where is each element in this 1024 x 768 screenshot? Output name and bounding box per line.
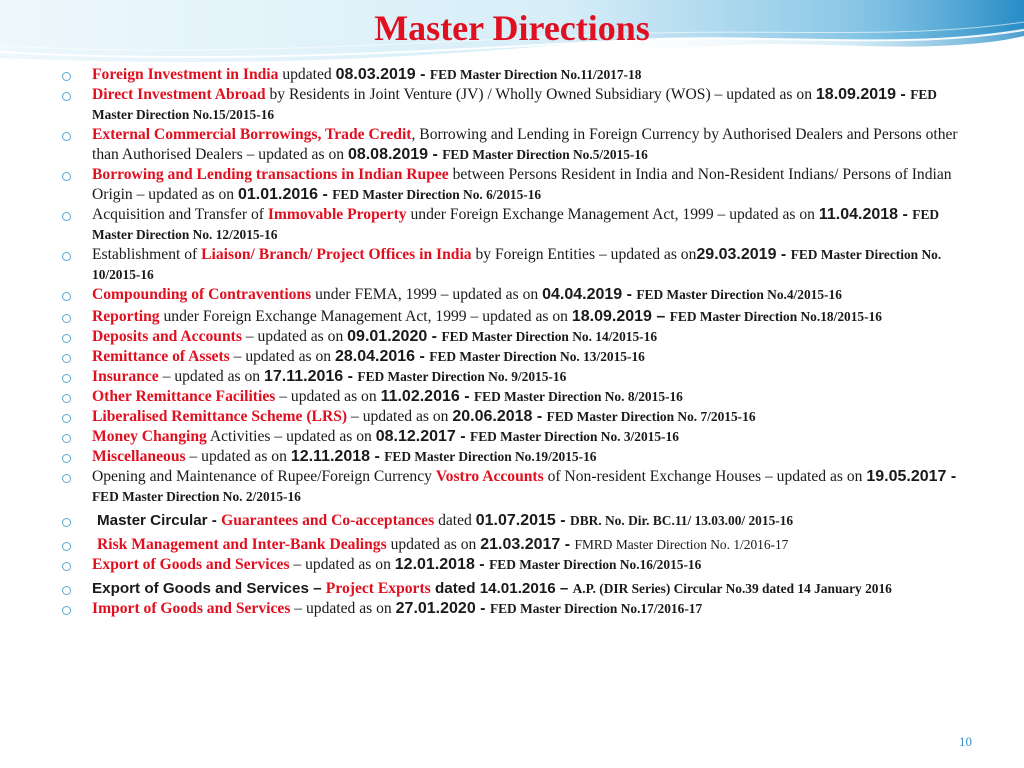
direction-reference: FMRD Master Direction No. 1/2016-17 (574, 537, 789, 552)
bullet-icon (62, 374, 71, 383)
list-item (92, 165, 977, 205)
item-text: by Residents in Joint Venture (JV) / Wholly Owned Subsidiary (WOS) – updated as on (265, 86, 816, 103)
direction-link[interactable]: Import of Goods and Services (92, 600, 291, 617)
item-bold-text: dated 14.01.2016 – (430, 580, 573, 597)
update-date: 12.01.2018 - (394, 556, 490, 573)
item-text: – updated as on (158, 368, 264, 385)
direction-reference: FED Master Direction No.5/2015-16 (442, 147, 648, 162)
direction-link[interactable]: Export of Goods and Services (92, 556, 290, 573)
direction-reference: FED Master Direction No. 10/2015-16 (92, 247, 942, 282)
direction-link[interactable]: Liaison/ Branch/ Project Offices in India (201, 246, 472, 263)
update-date: 11.02.2016 - (380, 388, 474, 405)
item-text: dated (434, 512, 476, 529)
direction-reference: FED Master Direction No.16/2015-16 (489, 557, 702, 572)
direction-reference: FED Master Direction No. 6/2015-16 (332, 187, 542, 202)
update-date: 04.04.2019 - (542, 286, 637, 303)
list-item (92, 511, 977, 531)
bullet-icon (62, 586, 71, 595)
direction-link[interactable]: Immovable Property (267, 206, 407, 223)
bullet-icon (62, 72, 71, 81)
direction-reference: FED Master Direction No.17/2016-17 (489, 601, 703, 616)
direction-link[interactable]: Other Remittance Facilities (92, 388, 276, 405)
bullet-icon (62, 474, 71, 483)
item-text: – updated as on (241, 328, 348, 345)
update-date: 20.06.2018 - (452, 408, 547, 425)
direction-reference: FED Master Direction No.4/2015-16 (636, 287, 842, 302)
bullet-icon (62, 542, 71, 551)
update-date: 08.12.2017 - (375, 428, 471, 445)
bullet-icon (62, 92, 71, 101)
item-text: under Foreign Exchange Management Act, 1999 – updated as on (406, 206, 819, 223)
direction-link[interactable]: Miscellaneous (92, 448, 186, 465)
list-item (92, 535, 977, 555)
item-text: under FEMA, 1999 – updated as on (311, 286, 543, 303)
list-item (92, 285, 977, 305)
bullet-icon (62, 292, 71, 301)
list-item (92, 599, 977, 619)
list-item (92, 367, 977, 387)
item-text: – updated as on (290, 600, 396, 617)
direction-link[interactable]: Foreign Investment in India (92, 66, 279, 83)
page-title: Master Directions (374, 8, 650, 48)
list-item (92, 205, 977, 245)
update-date: 21.03.2017 - (480, 536, 575, 553)
direction-reference: FED Master Direction No.11/2017-18 (429, 67, 642, 82)
direction-link[interactable]: Vostro Accounts (435, 468, 544, 485)
update-date: 09.01.2020 - (347, 328, 442, 345)
list-item (92, 555, 977, 575)
item-text: under Foreign Exchange Management Act, 1999 – updated as on (159, 308, 572, 325)
item-bold-text: Export of Goods and Services – (92, 580, 326, 597)
direction-reference: FED Master Direction No. 14/2015-16 (441, 329, 658, 344)
bullet-icon (62, 314, 71, 323)
update-date: 11.04.2018 - (818, 206, 913, 223)
direction-reference: FED Master Direction No. 12/2015-16 (92, 207, 940, 242)
list-item (92, 125, 977, 165)
bullet-icon (62, 562, 71, 571)
direction-link[interactable]: Project Exports (325, 580, 431, 597)
direction-reference: FED Master Direction No. 8/2015-16 (473, 389, 683, 404)
update-date: 01.01.2016 - (237, 186, 333, 203)
item-text: between Persons Resident in India and Non-Resident Indians/ Persons of Indian Origin – updated as on (92, 166, 952, 203)
direction-reference: FED Master Direction No. 7/2015-16 (546, 409, 756, 424)
list-item (92, 387, 977, 407)
direction-reference: FED Master Direction No.15/2015-16 (92, 87, 937, 122)
item-text: , Borrowing and Lending in Foreign Currency by Authorised Dealers and Persons other than Authorised Dealers – updated as on (92, 126, 958, 163)
direction-link[interactable]: Reporting (92, 308, 160, 325)
bullet-icon (62, 132, 71, 141)
list-item (92, 327, 977, 347)
bullet-icon (62, 518, 71, 527)
list-item (92, 427, 977, 447)
direction-reference: FED Master Direction No. 3/2015-16 (470, 429, 679, 444)
update-date: 17.11.2016 - (263, 368, 358, 385)
list-item (92, 347, 977, 367)
bullet-icon (62, 606, 71, 615)
direction-reference: A.P. (DIR Series) Circular No.39 dated 14 January 2016 (572, 581, 892, 596)
page-number: 10 (959, 734, 972, 749)
list-item (92, 579, 977, 599)
direction-link[interactable]: Insurance (92, 368, 159, 385)
direction-reference: FED Master Direction No. 9/2015-16 (357, 369, 567, 384)
direction-link[interactable]: Remittance of Assets (92, 348, 230, 365)
bullet-icon (62, 334, 71, 343)
list-item (92, 447, 977, 467)
item-text: Establishment of (92, 246, 202, 263)
bullet-icon (62, 354, 71, 363)
bullet-icon (62, 434, 71, 443)
item-text: – updated as on (185, 448, 291, 465)
item-text: updated as on (386, 536, 481, 553)
item-text: updated (278, 66, 336, 83)
direction-link[interactable]: Direct Investment Abroad (92, 86, 266, 103)
item-text: by Foreign Entities – updated as on (471, 246, 697, 263)
master-directions-list (92, 65, 977, 619)
direction-link[interactable]: Money Changing (92, 428, 207, 445)
update-date: 08.03.2019 - (335, 66, 430, 83)
bullet-icon (62, 172, 71, 181)
item-text: – updated as on (229, 348, 335, 365)
list-item (92, 85, 977, 125)
update-date: 18.09.2019 – (571, 308, 670, 325)
direction-link[interactable]: Compounding of Contraventions (92, 286, 312, 303)
direction-reference: DBR. No. Dir. BC.11/ 13.03.00/ 2015-16 (570, 513, 794, 528)
direction-link[interactable]: External Commercial Borrowings, Trade Credit (92, 126, 412, 143)
update-date: 01.07.2015 - (475, 512, 571, 529)
bullet-icon (62, 414, 71, 423)
direction-reference: FED Master Direction No.18/2015-16 (669, 309, 882, 324)
item-text: of Non-resident Exchange Houses – updated as on (543, 468, 867, 485)
direction-link[interactable]: Deposits and Accounts (92, 328, 242, 345)
bullet-icon (62, 454, 71, 463)
item-bold-text: Master Circular - (97, 512, 222, 529)
bullet-icon (62, 252, 71, 261)
item-text: Acquisition and Transfer of (92, 206, 268, 223)
item-text: Opening and Maintenance of Rupee/Foreign Currency (92, 468, 436, 485)
update-date: 08.08.2019 - (347, 146, 443, 163)
list-item (92, 467, 977, 507)
update-date: 28.04.2016 - (334, 348, 430, 365)
update-date: 18.09.2019 - (815, 86, 911, 103)
update-date: 12.11.2018 - (290, 448, 385, 465)
list-item (92, 65, 977, 85)
direction-link[interactable]: Guarantees and Co-acceptances (221, 512, 435, 529)
item-text: – updated as on (347, 408, 453, 425)
list-item (92, 245, 977, 285)
direction-reference: FED Master Direction No. 13/2015-16 (429, 349, 645, 364)
list-item (92, 307, 977, 327)
update-date: 27.01.2020 - (395, 600, 490, 617)
direction-reference: FED Master Direction No.19/2015-16 (384, 449, 597, 464)
bullet-icon (62, 212, 71, 221)
direction-link[interactable]: Liberalised Remittance Scheme (LRS) (92, 408, 348, 425)
item-text: – updated as on (275, 388, 381, 405)
update-date: 29.03.2019 - (696, 246, 791, 263)
direction-link[interactable]: Risk Management and Inter-Bank Dealings (97, 536, 387, 553)
direction-reference: FED Master Direction No. 2/2015-16 (92, 489, 301, 504)
item-text: Activities – updated as on (206, 428, 376, 445)
direction-link[interactable]: Borrowing and Lending transactions in Indian Rupee (92, 166, 449, 183)
bullet-icon (62, 394, 71, 403)
list-item (92, 407, 977, 427)
update-date: 19.05.2017 - (866, 468, 957, 485)
item-text: – updated as on (289, 556, 395, 573)
